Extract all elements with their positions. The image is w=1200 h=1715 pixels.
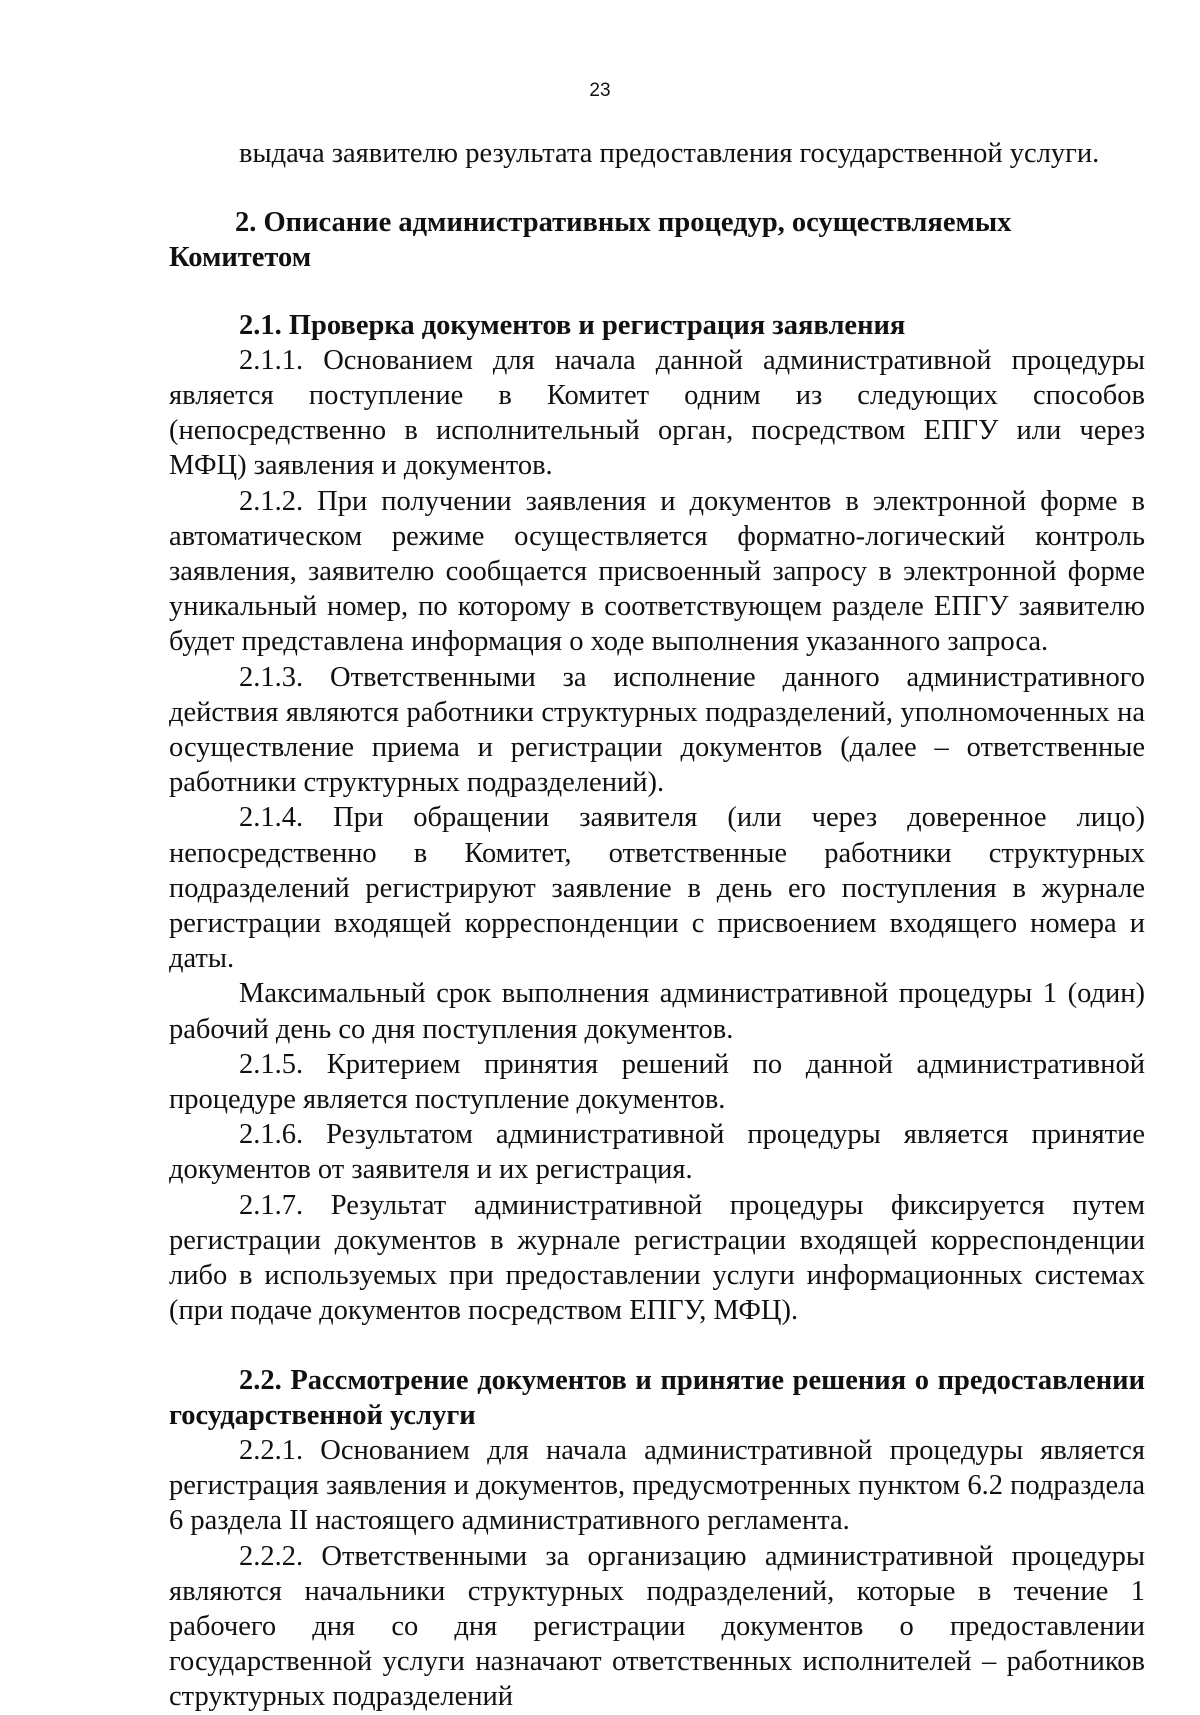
document-body (169, 136, 1145, 1715)
paragraph-2-1-4: 2.1.4. При обращении заявителя (или через доверенное лицо) непосредственно в Комитет, ответственные работники структурных подразделений регистрируют заявление в день его поступления в журнале регистрации входящей корреспонденции с присвоением входящего номера и даты. (169, 802, 1145, 975)
paragraph-max-term: Максимальный срок выполнения административной процедуры 1 (один) рабочий день со дня поступления документов. (169, 978, 1145, 1045)
opening-line: выдача заявителю результата предоставления государственной услуги. (239, 138, 1100, 169)
paragraph-2-1-7: 2.1.7. Результат административной процедуры фиксируется путем регистрации документов в журнале регистрации входящей корреспонденции либо в используемых при предоставлении услуги информационных системах (при подаче документов посредством ЕПГУ, МФЦ). (169, 1189, 1145, 1327)
paragraph-2-1-2: 2.1.2. При получении заявления и документов в электронной форме в автоматическом режиме осуществляется форматно-логический контроль заявления, заявителю сообщается присвоенный запросу в электронной форме уникальный номер, по которому в соответствующем разделе ЕПГУ заявителю будет представлена информация о ходе выполнения указанного запроса. (169, 485, 1145, 658)
paragraph-2-1-5: 2.1.5. Критерием принятия решений по данной административной процедуре является поступление документов. (169, 1048, 1145, 1116)
paragraph-2-1-1: 2.1.1. Основанием для начала данной административной процедуры является поступление в Комитет одним из следующих способов (непосредственно в исполнительный орган, посредством ЕПГУ или через МФЦ) заявления и документов. (169, 344, 1145, 482)
paragraph-2-2-2: 2.2.2. Ответственными за организацию административной процедуры являются начальники структурных подразделений, которые в течение 1 рабочего дня со дня регистрации документов о предоставлении государственной услуги назначают ответственных исполнителей – работников структурных подразделений (169, 1540, 1145, 1713)
section-heading: 2. Описание административных процедур, осуществляемых Комитетом (169, 207, 1012, 274)
paragraph-2-2-1: 2.2.1. Основанием для начала административной процедуры является регистрация заявления и документов, предусмотренных пунктом 6.2 подраздела 6 раздела II настоящего административного регламента. (169, 1434, 1145, 1537)
subsection-heading-2-1: 2.1. Проверка документов и регистрация заявления (239, 309, 906, 341)
paragraph-2-1-6: 2.1.6. Результатом административной процедуры является принятие документов от заявителя и их регистрация. (169, 1119, 1145, 1186)
paragraph-2-1-3: 2.1.3. Ответственными за исполнение данного административного действия являются работники структурных подразделений, уполномоченных на осуществление приема и регистрации документов (далее – ответственные работники структурных подразделений). (169, 661, 1145, 799)
subsection-heading-2-2: 2.2. Рассмотрение документов и принятие решения о предоставлении государственной услуги (169, 1364, 1145, 1431)
page-number: 23 (589, 80, 611, 101)
